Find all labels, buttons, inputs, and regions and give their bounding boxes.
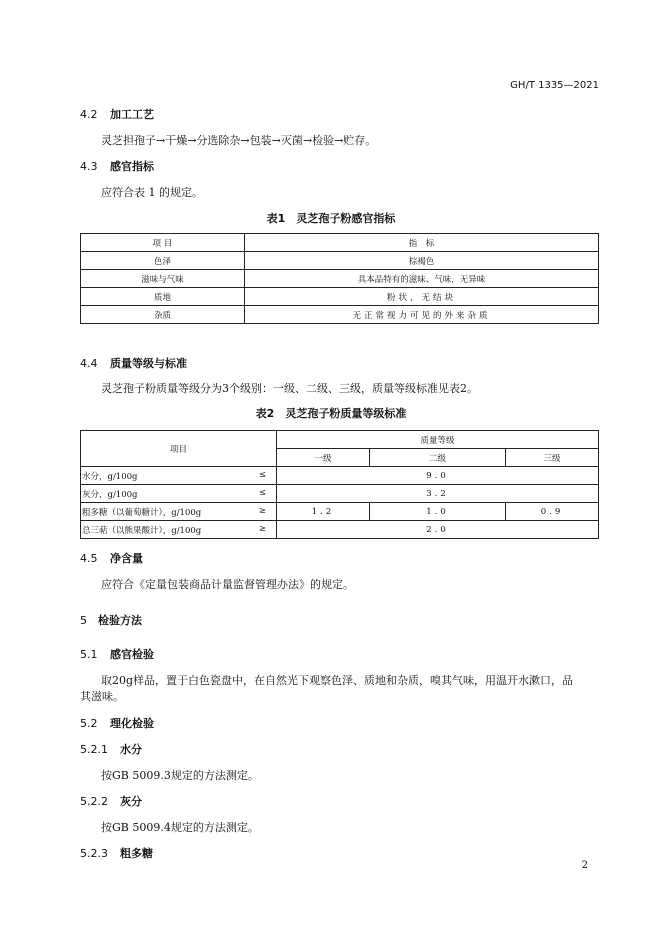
comparison-symbol: ≥ (258, 523, 266, 534)
table-cell-value: 2.0 (277, 521, 599, 539)
section-title: 水分 (120, 743, 142, 756)
table-cell-item (81, 503, 277, 521)
table-cell-grade-3: 0.9 (506, 503, 599, 521)
table-row (81, 503, 599, 521)
section-4-4-text: 灵芝孢子粉质量等级分为3个级别：一级、二级、三级，质量等级标准见表2。 (101, 382, 478, 395)
page-number: 2 (581, 860, 588, 871)
section-5-2-heading (80, 715, 154, 731)
table-cell-item: 杂质 (81, 306, 245, 324)
table-cell-item: 色泽 (81, 252, 245, 270)
section-number: 4.5 (80, 552, 98, 565)
section-number: 5.1 (80, 648, 98, 661)
table-header-item: 项目 (81, 431, 277, 467)
section-5-2-1-text: 按GB 5009.3规定的方法测定。 (101, 769, 259, 782)
section-number: 5 (80, 614, 87, 627)
table-cell-value: 具本品特有的滋味、气味，无异味 (245, 270, 599, 288)
section-title: 理化检验 (110, 717, 154, 730)
section-title: 灰分 (120, 795, 142, 808)
section-4-5-text: 应符合《定量包装商品计量监督管理办法》的规定。 (101, 578, 354, 591)
table-header-indicator: 指 标 (245, 234, 599, 252)
section-title: 加工工艺 (110, 108, 154, 121)
table-header-row (81, 431, 599, 449)
table-header-item: 项 目 (81, 234, 245, 252)
table-header-grade-2: 二级 (370, 449, 506, 467)
table-cell-grade-2: 1.0 (370, 503, 506, 521)
section-number: 4.4 (80, 357, 98, 370)
table-row (81, 485, 599, 503)
table-row (81, 252, 599, 270)
table-cell-item (81, 467, 277, 485)
table-header-row (81, 234, 599, 252)
comparison-symbol: ≥ (258, 505, 266, 516)
section-5-1-text-line1: 取20g样品，置于白色瓷盘中，在自然光下观察色泽、质地和杂质，嗅其气味，用温开水漱口，品 (101, 674, 574, 687)
table2-quality-grades (80, 430, 599, 539)
section-number: 4.3 (80, 160, 98, 173)
table-cell-item (81, 521, 277, 539)
table-cell-value: 粉状，无结块 (245, 288, 599, 306)
section-4-3-heading (80, 158, 154, 174)
item-label: 总三萜（以熊果酸计），g/100g (82, 525, 202, 536)
section-title: 粗多糖 (120, 847, 153, 860)
document-id: GH/T 1335—2021 (510, 80, 599, 91)
table-header-grade-group: 质量等级 (277, 431, 599, 449)
table-header-grade-3: 三级 (506, 449, 599, 467)
table-cell-item: 滋味与气味 (81, 270, 245, 288)
section-number: 5.2.2 (80, 795, 108, 808)
section-5-1-heading (80, 646, 154, 662)
table-cell-value: 3.2 (277, 485, 599, 503)
section-title: 净含量 (110, 552, 143, 565)
section-title: 检验方法 (98, 614, 142, 627)
item-label: 灰分，g/100g (82, 489, 138, 500)
table-row (81, 521, 599, 539)
item-label: 水分，g/100g (82, 471, 138, 482)
table-cell-grade-1: 1.2 (277, 503, 370, 521)
comparison-symbol: ≤ (258, 487, 266, 498)
section-5-2-2-heading (80, 793, 142, 809)
section-4-2-text: 灵芝担孢子→干燥→分选除杂→包装→灭菌→检验→贮存。 (101, 134, 377, 147)
table-header-grade-1: 一级 (277, 449, 370, 467)
section-number: 4.2 (80, 108, 98, 121)
section-5-heading (80, 612, 142, 628)
table-cell-item (81, 485, 277, 503)
section-4-5-heading (80, 550, 143, 566)
table-cell-value: 无正常视力可见的外来杂质 (245, 306, 599, 324)
section-5-2-1-heading (80, 741, 142, 757)
comparison-symbol: ≤ (258, 469, 266, 480)
table-row (81, 306, 599, 324)
table1-sensory-indicators (80, 233, 599, 324)
table-cell-item: 质地 (81, 288, 245, 306)
section-number: 5.2 (80, 717, 98, 730)
section-title: 质量等级与标准 (110, 357, 187, 370)
section-4-2-heading (80, 106, 154, 122)
section-5-1-text-line2: 其滋味。 (80, 690, 124, 703)
table-row (81, 270, 599, 288)
item-label: 粗多糖（以葡萄糖计），g/100g (82, 507, 202, 518)
table-cell-value: 9.0 (277, 467, 599, 485)
section-5-2-3-heading (80, 845, 153, 861)
section-number: 5.2.3 (80, 847, 108, 860)
section-number: 5.2.1 (80, 743, 108, 756)
table1-caption: 表1 灵芝孢子粉感官指标 (266, 212, 396, 225)
section-4-4-heading (80, 355, 187, 371)
table2-caption: 表2 灵芝孢子粉质量等级标准 (255, 407, 407, 420)
table-row (81, 467, 599, 485)
table-row (81, 288, 599, 306)
section-title: 感官指标 (110, 160, 154, 173)
section-5-2-2-text: 按GB 5009.4规定的方法测定。 (101, 821, 259, 834)
section-title: 感官检验 (110, 648, 154, 661)
table-cell-value: 棕褐色 (245, 252, 599, 270)
section-4-3-text: 应符合表 1 的规定。 (101, 186, 203, 199)
